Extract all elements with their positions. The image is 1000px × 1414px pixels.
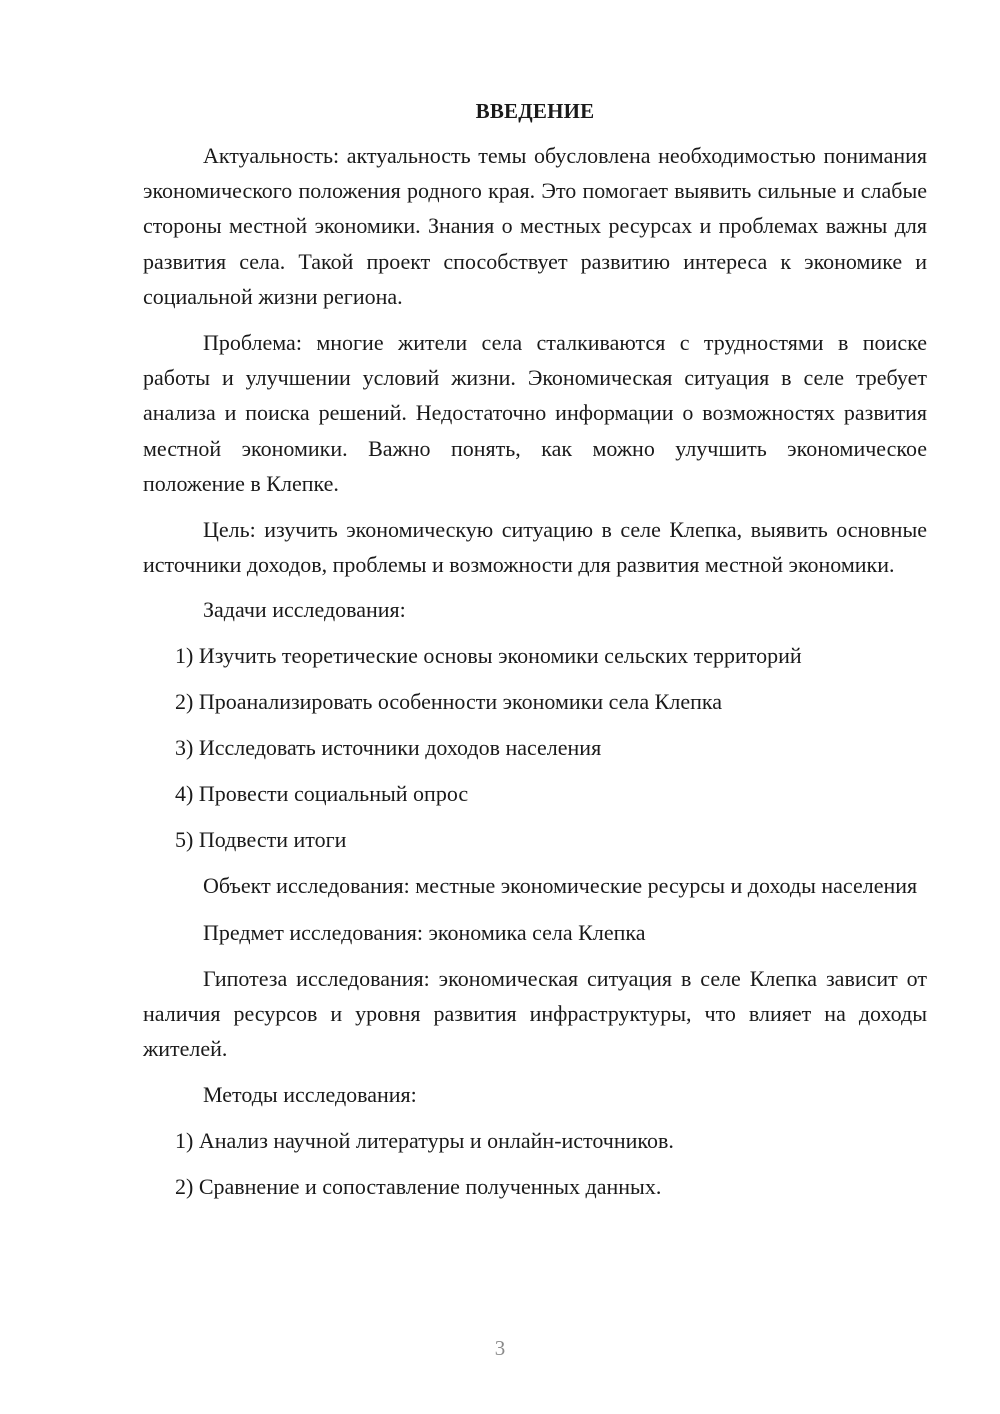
tasks-label: Задачи исследования:: [203, 597, 406, 623]
tasks-list: [143, 638, 927, 857]
list-item: 1) Изучить теоретические основы экономики сельских территорий: [175, 643, 802, 669]
document-page: [143, 96, 927, 1204]
subject-paragraph: Предмет исследования: экономика села Клепка: [203, 919, 646, 945]
page-title: ВВЕДЕНИЕ: [475, 99, 595, 123]
list-item: 2) Сравнение и сопоставление полученных данных.: [175, 1174, 662, 1200]
methods-list: [143, 1123, 927, 1204]
relevance-paragraph: Актуальность: актуальность темы обусловлена необходимостью понимания экономического положения родного края. Это помогает выявить сильные и слабые стороны местной экономики. Знания о местных ресурсах и проблемах важны для развития села. Такой проект способствует развитию интереса к экономике и социальной жизни региона.: [143, 143, 927, 309]
problem-paragraph: Проблема: многие жители села сталкиваются с трудностями в поиске работы и улучшении условий жизни. Экономическая ситуация в селе требует анализа и поиска решений. Недостаточно информации о возможностях развития местной экономики. Важно понять, как можно улучшить экономическое положение в Клепке.: [143, 330, 927, 496]
list-item: 3) Исследовать источники доходов населения: [175, 735, 602, 761]
list-item: 1) Анализ научной литературы и онлайн-источников.: [175, 1128, 674, 1154]
hypothesis-paragraph: Гипотеза исследования: экономическая ситуация в селе Клепка зависит от наличия ресурсов и уровня развития инфраструктуры, что влияет на доходы жителей.: [143, 965, 927, 1062]
list-item: 5) Подвести итоги: [175, 827, 347, 853]
goal-paragraph: Цель: изучить экономическую ситуацию в селе Клепка, выявить основные источники доходов, проблемы и возможности для развития местной экономики.: [143, 517, 927, 578]
page-number: 3: [494, 1336, 506, 1360]
methods-label: Методы исследования:: [203, 1082, 417, 1108]
list-item: 4) Провести социальный опрос: [175, 781, 469, 807]
object-paragraph: Объект исследования: местные экономические ресурсы и доходы населения: [203, 873, 918, 899]
list-item: 2) Проанализировать особенности экономики села Клепка: [175, 689, 722, 715]
